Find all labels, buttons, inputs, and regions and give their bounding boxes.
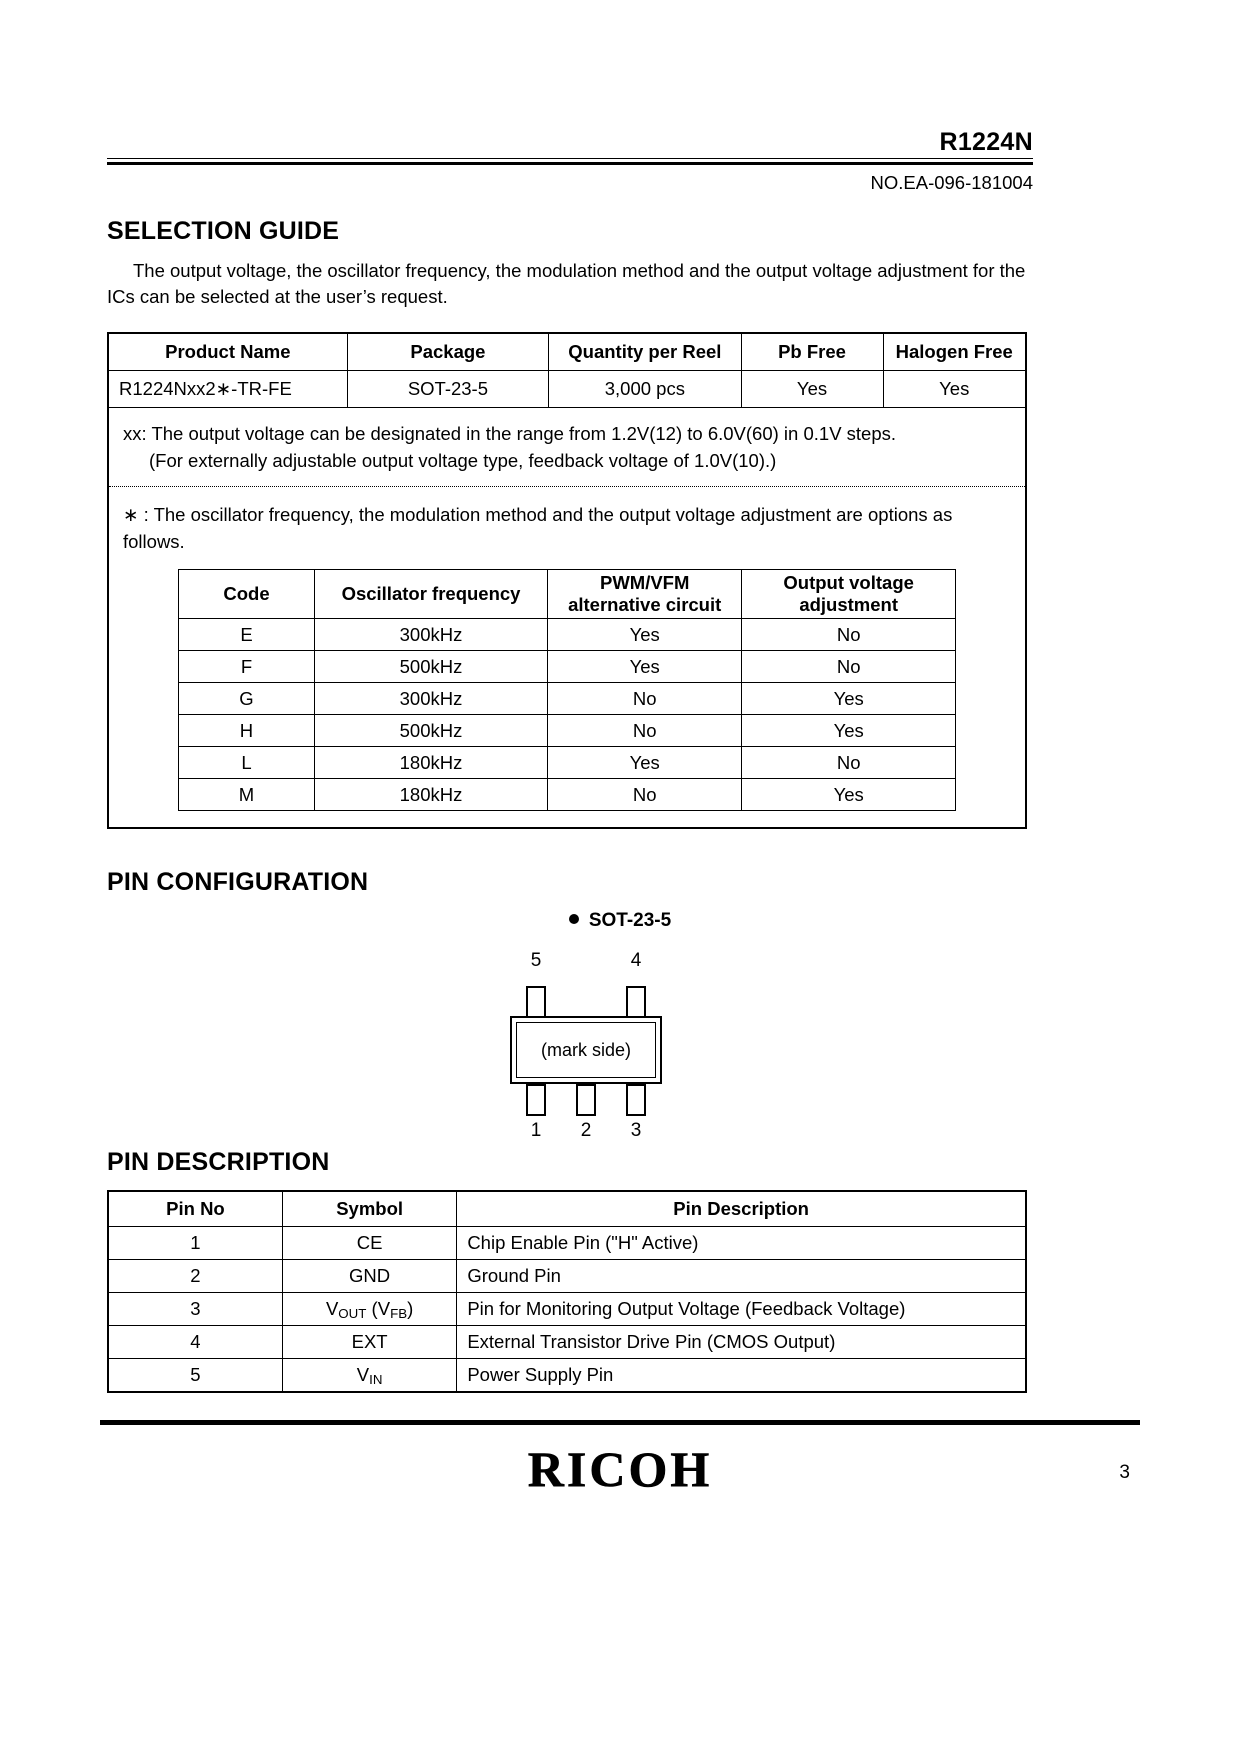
intro-paragraph: The output voltage, the oscillator frequency, the modulation method and the output voltage adjustment for the ICs can be selected at the user’s request. xyxy=(107,260,1026,307)
cell-symbol: CE xyxy=(282,1227,456,1260)
code-table-wrapper xyxy=(109,559,1025,827)
bullet-icon xyxy=(569,914,579,924)
note-xx-line1: xx: The output voltage can be designated in the range from 1.2V(12) to 6.0V(60) in 0.1V steps. xyxy=(123,423,897,444)
note-asterisk-line2: follows. xyxy=(123,531,185,552)
symbol-v: V xyxy=(325,1298,339,1319)
document-number: NO.EA-096-181004 xyxy=(870,172,1033,193)
cell-pb-free: Yes xyxy=(741,371,883,408)
cell-pin-no: 5 xyxy=(108,1359,282,1393)
cell-adjustment: No xyxy=(742,747,956,779)
symbol-subscript-fb: FB xyxy=(390,1306,408,1321)
cell-description: Power Supply Pin xyxy=(457,1359,1026,1393)
ricoh-logo: RICOH xyxy=(527,1441,713,1497)
product-table xyxy=(109,334,1025,408)
table-row xyxy=(108,1227,1026,1260)
lead-pin-5 xyxy=(526,986,546,1018)
table-header-row xyxy=(108,1191,1026,1227)
cell-pwm-vfm: Yes xyxy=(548,619,742,651)
cell-frequency: 500kHz xyxy=(314,715,547,747)
column-header-oscillator-frequency: Oscillator frequency xyxy=(314,570,547,619)
column-header-adjustment-line2: adjustment xyxy=(799,594,898,615)
column-header-pwm-vfm-line2: alternative circuit xyxy=(568,594,722,615)
table-row xyxy=(108,1326,1026,1359)
cell-product-name: R1224Nxx2∗-TR-FE xyxy=(109,371,347,408)
column-header-adjustment-line1: Output voltage xyxy=(783,572,914,593)
cell-pwm-vfm: No xyxy=(548,683,742,715)
pin-number-1: 1 xyxy=(530,1120,542,1141)
pin-number-4: 4 xyxy=(630,950,642,971)
code-table xyxy=(178,569,956,811)
column-header-pwm-vfm-line1: PWM/VFM xyxy=(599,572,690,593)
column-header-product-name: Product Name xyxy=(109,334,347,371)
table-row xyxy=(179,747,956,779)
symbol-subscript-in: IN xyxy=(369,1372,383,1387)
column-header-code: Code xyxy=(179,570,315,619)
cell-halogen-free: Yes xyxy=(883,371,1025,408)
lead-pin-2 xyxy=(576,1084,596,1116)
footer-rule xyxy=(100,1420,1140,1425)
cell-frequency: 300kHz xyxy=(314,683,547,715)
cell-adjustment: Yes xyxy=(742,779,956,811)
table-row xyxy=(179,651,956,683)
lead-pin-1 xyxy=(526,1084,546,1116)
pin-description-table xyxy=(107,1190,1027,1393)
cell-pin-no: 4 xyxy=(108,1326,282,1359)
package-label-text: SOT-23-5 xyxy=(588,910,672,931)
column-header-pin-description: Pin Description xyxy=(457,1191,1026,1227)
cell-adjustment: No xyxy=(742,619,956,651)
table-row xyxy=(108,1293,1026,1326)
column-header-quantity: Quantity per Reel xyxy=(549,334,741,371)
cell-code: L xyxy=(179,747,315,779)
pin-number-5: 5 xyxy=(530,950,542,971)
cell-symbol: EXT xyxy=(282,1326,456,1359)
lead-pin-4 xyxy=(626,986,646,1018)
package-body-text: (mark side) xyxy=(540,1039,631,1060)
table-header-row xyxy=(109,334,1025,371)
table-row xyxy=(108,1359,1026,1393)
cell-adjustment: No xyxy=(742,651,956,683)
selection-guide-box xyxy=(107,332,1027,829)
column-header-pwm-vfm xyxy=(548,570,742,619)
note-xx-line2: (For externally adjustable output voltage type, feedback voltage of 1.0V(10).) xyxy=(149,450,777,471)
table-row xyxy=(179,619,956,651)
cell-description: External Transistor Drive Pin (CMOS Output) xyxy=(457,1326,1026,1359)
section-title-pin-configuration: PIN CONFIGURATION xyxy=(107,868,369,896)
lead-pin-3 xyxy=(626,1084,646,1116)
document-title: R1224N xyxy=(939,128,1033,156)
note-xx xyxy=(109,408,1025,486)
cell-pwm-vfm: No xyxy=(548,779,742,811)
cell-symbol: GND xyxy=(282,1260,456,1293)
cell-description: Pin for Monitoring Output Voltage (Feedback Voltage) xyxy=(457,1293,1026,1326)
cell-frequency: 300kHz xyxy=(314,619,547,651)
cell-symbol xyxy=(282,1359,456,1393)
note-asterisk xyxy=(109,487,1025,559)
table-row xyxy=(179,779,956,811)
cell-frequency: 180kHz xyxy=(314,747,547,779)
pin-number-3: 3 xyxy=(630,1120,642,1141)
cell-symbol: $V_{OUT}$ $(V_{FB})$ xyxy=(282,1293,456,1326)
cell-pin-no: 3 xyxy=(108,1293,282,1326)
cell-pin-no: 2 xyxy=(108,1260,282,1293)
header-rule-thin xyxy=(107,158,1033,159)
cell-pin-no: 1 xyxy=(108,1227,282,1260)
cell-code: H xyxy=(179,715,315,747)
cell-frequency: 180kHz xyxy=(314,779,547,811)
table-row xyxy=(179,683,956,715)
page-header xyxy=(107,128,1033,194)
column-header-pin-no: Pin No xyxy=(108,1191,282,1227)
package-label xyxy=(0,910,1240,932)
column-header-package: Package xyxy=(347,334,549,371)
symbol-subscript-out: OUT xyxy=(338,1306,367,1321)
table-header-row xyxy=(179,570,956,619)
cell-code: M xyxy=(179,779,315,811)
table-row xyxy=(179,715,956,747)
column-header-halogen-free: Halogen Free xyxy=(883,334,1025,371)
note-asterisk-line1: ∗ : The oscillator frequency, the modulation method and the output voltage adjustment are options as xyxy=(123,504,953,525)
symbol-v-alt: V xyxy=(377,1298,391,1319)
cell-code: F xyxy=(179,651,315,683)
package-body-mark-side xyxy=(516,1022,656,1078)
column-header-output-voltage-adjustment xyxy=(742,570,956,619)
column-header-pb-free: Pb Free xyxy=(741,334,883,371)
symbol-v: V xyxy=(356,1364,370,1385)
pin-number-2: 2 xyxy=(580,1120,592,1141)
column-header-symbol: Symbol xyxy=(282,1191,456,1227)
cell-adjustment: Yes xyxy=(742,683,956,715)
package-diagram xyxy=(505,944,675,1154)
section-title-pin-description: PIN DESCRIPTION xyxy=(107,1148,330,1176)
table-row xyxy=(109,371,1025,408)
cell-quantity: 3,000 pcs xyxy=(549,371,741,408)
cell-code: E xyxy=(179,619,315,651)
cell-frequency: 500kHz xyxy=(314,651,547,683)
cell-package: SOT-23-5 xyxy=(347,371,549,408)
table-row xyxy=(108,1260,1026,1293)
page-number: 3 xyxy=(1119,1462,1130,1483)
cell-description: Ground Pin xyxy=(457,1260,1026,1293)
cell-pwm-vfm: No xyxy=(548,715,742,747)
section-title-selection-guide: SELECTION GUIDE xyxy=(107,217,340,245)
cell-adjustment: Yes xyxy=(742,715,956,747)
cell-code: G xyxy=(179,683,315,715)
cell-description: Chip Enable Pin ("H" Active) xyxy=(457,1227,1026,1260)
cell-pwm-vfm: Yes xyxy=(548,747,742,779)
cell-pwm-vfm: Yes xyxy=(548,651,742,683)
